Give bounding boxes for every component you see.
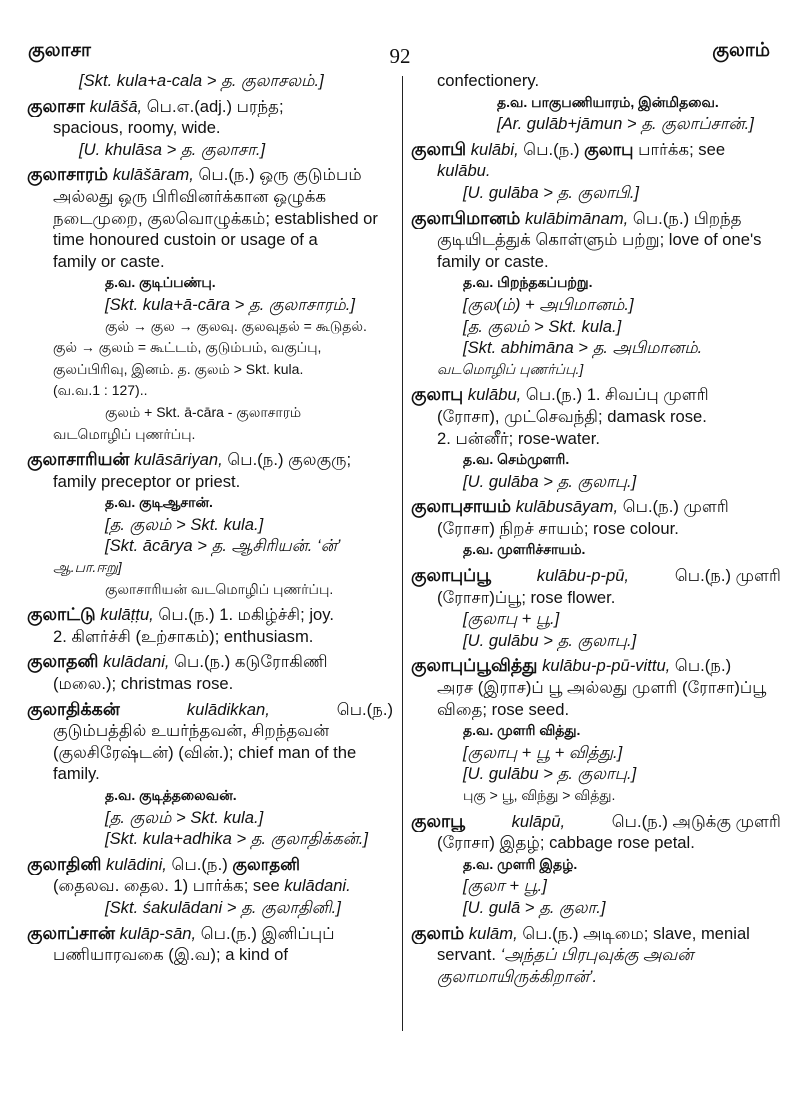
transliteration: kulāṭṭu, bbox=[100, 605, 154, 625]
entry-headline bbox=[27, 96, 395, 118]
entry-headline bbox=[27, 699, 395, 721]
headword: குலாட்டு bbox=[27, 604, 96, 625]
headword: குலாபுப்பூ bbox=[411, 565, 491, 586]
cross-reference-transliteration: kulādani. bbox=[284, 876, 351, 896]
entry-headline bbox=[27, 651, 395, 673]
entry-headline bbox=[27, 604, 395, 626]
definition-line: 2. கிளர்ச்சி (உற்சாகம்); enthusiasm. bbox=[53, 626, 314, 646]
entry-headline bbox=[411, 811, 783, 833]
cross-reference-transliteration: kulābu. bbox=[437, 161, 491, 181]
guide-word-left: குலாசா bbox=[28, 40, 91, 61]
definition-line: பணியாரவகை (இ.வ); a kind of bbox=[53, 945, 288, 965]
etymology-line: [Skt. abhimāna > த. அபிமானம். bbox=[463, 338, 703, 358]
column-divider bbox=[402, 76, 403, 1031]
transliteration: kulābu-p-pū-vittu, bbox=[542, 656, 671, 676]
definition-text: பெ.(ந.) அடுக்கு முளரி bbox=[611, 811, 781, 831]
entry-kulasa bbox=[27, 96, 395, 161]
entry-headline bbox=[411, 139, 783, 161]
definition-line: (குலசிரேஷ்டன்) (வின்.); chief man of the bbox=[53, 742, 357, 762]
note-line: (வ.வ.1 : 127).. bbox=[53, 382, 148, 399]
definition-line bbox=[27, 875, 395, 897]
entry-kulapu bbox=[411, 811, 783, 919]
note-line: குலாசாரியன் வடமொழிப் புணர்ப்பு. bbox=[105, 580, 334, 597]
note-line: குலப்பிரிவு, இனம். த. குலம் > Skt. kula. bbox=[53, 360, 304, 377]
headword: குலாதிக்கன் bbox=[27, 698, 120, 719]
entry-headline bbox=[27, 449, 395, 471]
entry-kulabimanam bbox=[411, 208, 783, 381]
headword: குலாம் bbox=[411, 922, 465, 943]
headword: குலாதினி bbox=[27, 853, 102, 874]
etymology-line: [Skt. ācārya > த. ஆசிரியன். ‘ன்’ bbox=[105, 536, 341, 556]
definition-line: (ரோசா)ப்பூ; rose flower. bbox=[437, 587, 616, 607]
transliteration: kulāp-sān, bbox=[119, 923, 197, 943]
etymology-line: ஆ.பா.ஈறு] bbox=[53, 559, 122, 576]
etymology-line: [Skt. kula+a-cala > த. குலாசலம்.] bbox=[79, 71, 324, 90]
tamil-equivalent: த.வ. குடிப்பண்பு. bbox=[105, 274, 216, 291]
entry-kulabuppuvittu bbox=[411, 655, 783, 806]
etymology-line: [U. gulābu > த. குலாபு.] bbox=[463, 764, 637, 784]
etymology-line: [U. khulāsa > த. குலாசா.] bbox=[79, 139, 266, 159]
entry-kulabuppu bbox=[411, 565, 783, 651]
definition-line: விதை; rose seed. bbox=[437, 699, 570, 719]
transliteration: kulābu, bbox=[467, 385, 522, 405]
definition-text: (தைலவ. தைல. 1) பார்க்க; see bbox=[53, 876, 285, 896]
etymology-line: [U. gulābu > த. குலாபு.] bbox=[463, 630, 637, 650]
definition-text: பெ.எ.(adj.) பரந்த; bbox=[142, 96, 284, 116]
transliteration: kulābu-p-pū, bbox=[536, 566, 630, 586]
entry-headline bbox=[411, 208, 783, 230]
definition-line: குடியிடத்துக் கொள்ளும் பற்று; love of one's bbox=[437, 230, 762, 250]
tamil-equivalent: த.வ. செம்முளரி. bbox=[463, 451, 570, 468]
headword: குலாசா bbox=[27, 95, 85, 116]
etymology-line: [த. குலம் > Skt. kula.] bbox=[463, 316, 622, 336]
entry-headline bbox=[27, 164, 395, 186]
etymology-line: [குலா + பூ.] bbox=[463, 876, 547, 896]
etymology-line: [Skt. kula+adhika > த. குலாதிக்கன்.] bbox=[105, 829, 369, 849]
definition-text: பெ.(ந.) bbox=[670, 656, 732, 676]
definition-text: பார்க்க; see bbox=[633, 139, 726, 159]
definition-text: பெ.(ந.) குலகுரு; bbox=[222, 450, 352, 470]
headword: குலாபு bbox=[411, 384, 464, 405]
definition-line: family or caste. bbox=[437, 251, 549, 271]
definition-line: (ரோசா), முட்செவந்தி; damask rose. bbox=[437, 406, 707, 426]
transliteration: kulābimānam, bbox=[524, 208, 629, 228]
transliteration: kulābusāyam, bbox=[515, 497, 619, 517]
etymology-line: [குல(ம்) + அபிமானம்.] bbox=[463, 294, 634, 314]
headword: குலாபுப்பூவித்து bbox=[411, 655, 538, 676]
etymology-line: [U. gulāba > த. குலாபி.] bbox=[463, 182, 640, 202]
guide-word-right: குலாம் bbox=[712, 40, 770, 61]
transliteration: kulāšā, bbox=[89, 96, 143, 116]
definition-text: பெ.(ந.) முளரி bbox=[618, 497, 729, 517]
definition-text: பெ.(ந.) பிறந்த bbox=[628, 208, 742, 228]
etymology-line: [Skt. kula+ā-cāra > த. குலாசாரம்.] bbox=[105, 294, 356, 314]
usage-example: ‘அந்தப் பிரபுவுக்கு அவன் bbox=[500, 945, 694, 965]
tamil-equivalent: த.வ. முளரிச்சாயம். bbox=[463, 541, 586, 558]
entry-kulapsan bbox=[27, 923, 395, 966]
tamil-equivalent: த.வ. பிறந்தகப்பற்று. bbox=[463, 274, 593, 291]
entry-kulabi bbox=[411, 139, 783, 204]
definition-line: (மலை.); christmas rose. bbox=[53, 674, 234, 694]
headword: குலாசாரியன் bbox=[27, 449, 130, 470]
entry-kuladini bbox=[27, 854, 395, 919]
definition-line: family or caste. bbox=[53, 251, 165, 271]
headword: குலாசாரம் bbox=[27, 164, 109, 185]
entry-kuladani bbox=[27, 651, 395, 694]
headword: குலாப்சான் bbox=[27, 922, 115, 943]
definition-line: family. bbox=[53, 764, 100, 784]
definition-text: பெ.(ந.) ஒரு குடும்பம் bbox=[193, 165, 362, 185]
definition-line: குடும்பத்தில் உயர்ந்தவன், சிறந்தவன் bbox=[53, 721, 330, 741]
definition-line: confectionery. bbox=[437, 71, 540, 90]
definition-text: servant. bbox=[437, 945, 501, 965]
etymology-line: [குலாபு + பூ + வித்து.] bbox=[463, 742, 623, 762]
tamil-equivalent: த.வ. பாகுபணியாரம், இன்மிதவை. bbox=[497, 93, 719, 110]
note-line: புகு > பூ, விந்து > வித்து. bbox=[463, 787, 616, 803]
entry-headline bbox=[411, 655, 783, 677]
etymology-line: [த. குலம் > Skt. kula.] bbox=[105, 807, 264, 827]
etymology-line: [குலாபு + பூ.] bbox=[463, 609, 560, 629]
etymology-line: [U. gulāba > த. குலாபு.] bbox=[463, 471, 637, 491]
page-header bbox=[0, 0, 800, 66]
definition-text: பெ.(ந.) அடிமை; slave, menial bbox=[517, 923, 750, 943]
entry-headline bbox=[411, 384, 783, 406]
definition-text: பெ.(ந.) bbox=[166, 854, 233, 874]
entry-kulasaram bbox=[27, 164, 395, 445]
entry-kulabu bbox=[411, 384, 783, 492]
entry-kulam bbox=[411, 923, 783, 988]
etymology-line: வடமொழிப் புணர்ப்பு.] bbox=[437, 360, 584, 377]
entry-headline bbox=[411, 496, 783, 518]
definition-line bbox=[411, 944, 783, 966]
definition-line: family preceptor or priest. bbox=[53, 471, 241, 491]
definition-text: பெ.(ந.) கடுரோகிணி bbox=[169, 652, 328, 672]
left-column bbox=[27, 70, 395, 1030]
headword: குலாபூ bbox=[411, 810, 465, 831]
entry-kulattu bbox=[27, 604, 395, 647]
headword: குலாதனி bbox=[27, 651, 99, 672]
note-line: குல் → குலம் = கூட்டம், குடும்பம், வகுப்பு, bbox=[53, 339, 322, 356]
tamil-equivalent: த.வ. முளரி வித்து. bbox=[463, 722, 581, 739]
entry-headline bbox=[411, 923, 783, 945]
note-line: குல் → குல → குலவு. குலவுதல் = கூடுதல். bbox=[105, 317, 367, 334]
definition-line: அல்லது ஒரு பிரிவினர்க்கான ஒழுக்க bbox=[53, 186, 327, 206]
definition-text: பெ.(ந.) 1. மகிழ்ச்சி; joy. bbox=[153, 605, 334, 625]
usage-example: குலாமாயிருக்கிறான்’. bbox=[437, 966, 598, 986]
cross-reference: குலாதனி bbox=[232, 854, 301, 874]
headword: குலாபுசாயம் bbox=[411, 496, 512, 517]
transliteration: kulāpū, bbox=[511, 811, 566, 831]
headword: குலாபி bbox=[411, 138, 467, 159]
definition-text: பெ.(ந.) இனிப்புப் bbox=[196, 923, 335, 943]
entry-kulasariyan bbox=[27, 449, 395, 600]
tamil-equivalent: த.வ. முளரி இதழ். bbox=[463, 855, 578, 872]
etymology-line: [த. குலம் > Skt. kula.] bbox=[105, 514, 264, 534]
transliteration: kulāsāriyan, bbox=[134, 450, 223, 470]
note-line: குலம் + Skt. ā-cāra - குலாசாரம் bbox=[105, 403, 302, 420]
definition-line: நடைமுறை, குலவொழுக்கம்; established or bbox=[53, 208, 378, 228]
entry-headline bbox=[411, 565, 783, 587]
entry-kulabusayam bbox=[411, 496, 783, 561]
entry-headline bbox=[27, 854, 395, 876]
headword: குலாபிமானம் bbox=[411, 207, 521, 228]
definition-text: பெ.(ந.) முளரி bbox=[674, 566, 781, 586]
definition-line: 2. பன்னீர்; rose-water. bbox=[437, 428, 600, 448]
definition-text: பெ.(ந.) bbox=[518, 139, 585, 159]
transliteration: kulādini, bbox=[106, 854, 167, 874]
definition-line: (ரோசா) நிறச் சாயம்; rose colour. bbox=[437, 518, 679, 538]
definition-line: அரச (இராச)ப் பூ அல்லது முளரி (ரோசா)ப்பூ bbox=[437, 678, 767, 698]
definition-line: spacious, roomy, wide. bbox=[53, 118, 221, 138]
cross-reference: குலாபு bbox=[584, 139, 634, 159]
transliteration: kulām, bbox=[468, 923, 518, 943]
note-line: வடமொழிப் புணர்ப்பு. bbox=[53, 425, 196, 442]
tamil-equivalent: த.வ. குடித்தலைவன். bbox=[105, 787, 237, 803]
definition-text: பெ.(ந.) 1. சிவப்பு முளரி bbox=[521, 385, 709, 405]
etymology-line: [Skt. śakulādani > த. குலாதினி.] bbox=[105, 897, 341, 917]
transliteration: kulābi, bbox=[470, 139, 519, 159]
definition-text: பெ.(ந.) bbox=[336, 699, 393, 719]
page-number: 92 bbox=[389, 44, 411, 68]
transliteration: kulādikkan, bbox=[186, 699, 270, 719]
etymology-line: [U. gulā > த. குலா.] bbox=[463, 897, 606, 917]
right-column bbox=[411, 70, 783, 1030]
etymology-line: [Ar. gulāb+jāmun > த. குலாப்சான்.] bbox=[497, 114, 754, 134]
tamil-equivalent: த.வ. குடிஆசான். bbox=[105, 494, 213, 511]
transliteration: kulādani, bbox=[103, 652, 170, 672]
definition-line: (ரோசா) இதழ்; cabbage rose petal. bbox=[437, 833, 695, 853]
transliteration: kulāšāram, bbox=[112, 165, 194, 185]
entry-kuladikkan bbox=[27, 699, 395, 850]
entry-headline bbox=[27, 923, 395, 945]
definition-line: time honoured custoin or usage of a bbox=[53, 230, 318, 250]
